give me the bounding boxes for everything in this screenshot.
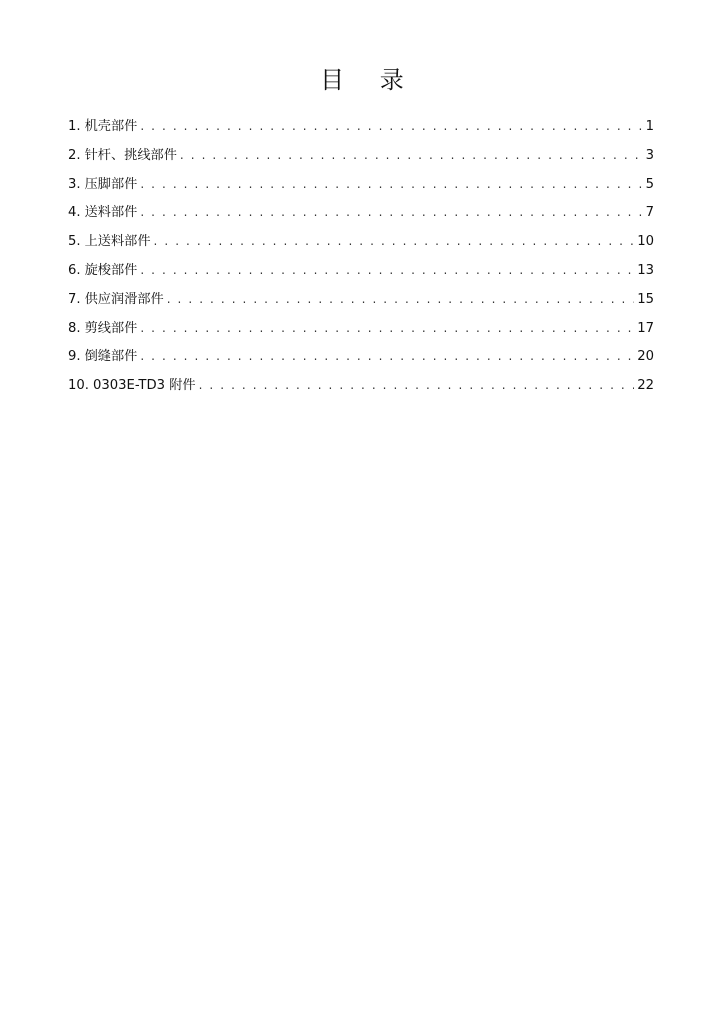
toc-entry-label: 剪线部件 [84, 320, 138, 336]
toc-entry[interactable] [68, 114, 656, 143]
toc-entry-label: 供应润滑部件 [84, 291, 164, 307]
toc-entry[interactable] [68, 229, 656, 258]
toc-entry-number: 7. [68, 291, 81, 307]
toc-entry-number: 2. [68, 147, 81, 163]
toc-entry-page: 1 [645, 119, 654, 134]
toc-entry-page: 3 [645, 147, 654, 163]
toc-entry-number: 1. [68, 119, 81, 134]
toc-entry[interactable] [68, 143, 656, 172]
toc-entry-page: 20 [637, 349, 654, 365]
toc-dot-leader [154, 229, 635, 253]
toc-entry[interactable] [68, 316, 656, 345]
toc-entry-label: 倒缝部件 [84, 349, 138, 365]
toc-entry-page: 17 [637, 320, 654, 336]
toc-dot-leader [199, 373, 635, 397]
toc-entry-number: 4. [68, 205, 81, 221]
toc-dot-leader [180, 143, 643, 167]
toc-entry-page: 7 [645, 205, 654, 221]
toc-entry-page: 10 [637, 234, 654, 250]
toc-entry-label: 上送料部件 [84, 234, 151, 250]
toc-entry-label: 送料部件 [84, 205, 138, 221]
toc-dot-leader [140, 316, 634, 340]
toc-entry[interactable] [68, 258, 656, 287]
toc-dot-leader [140, 200, 642, 224]
page-title: 目 录 [320, 66, 418, 94]
toc-dot-leader [140, 258, 634, 282]
toc-entry[interactable] [68, 344, 656, 373]
toc-entry-page: 5 [645, 176, 654, 192]
toc-dot-leader [140, 114, 642, 138]
toc-entry[interactable] [68, 373, 656, 402]
toc-dot-leader [167, 287, 635, 311]
toc-entry-number: 9. [68, 349, 81, 365]
toc-entry-number: 10. [68, 378, 89, 394]
toc-entry-number: 6. [68, 262, 81, 278]
toc-entry-number: 8. [68, 320, 81, 336]
toc-entry[interactable] [68, 287, 656, 316]
toc-entry-label: 针杆、挑线部件 [84, 147, 177, 163]
toc-entry-label: 压脚部件 [84, 176, 138, 192]
toc-entry-label: 0303E-TD3 附件 [92, 378, 196, 394]
toc-entry-label: 旋梭部件 [84, 262, 138, 278]
toc-entry-number: 5. [68, 234, 81, 250]
toc-entry-page: 13 [637, 262, 654, 278]
toc-entry-page: 22 [637, 378, 654, 394]
toc-dot-leader [140, 172, 642, 196]
toc-entry[interactable] [68, 172, 656, 201]
toc-entry-label: 机壳部件 [84, 119, 138, 134]
toc-entry-page: 15 [637, 291, 654, 307]
toc-entry-number: 3. [68, 176, 81, 192]
table-of-contents [68, 114, 656, 402]
toc-dot-leader [140, 344, 634, 368]
toc-entry[interactable] [68, 200, 656, 229]
